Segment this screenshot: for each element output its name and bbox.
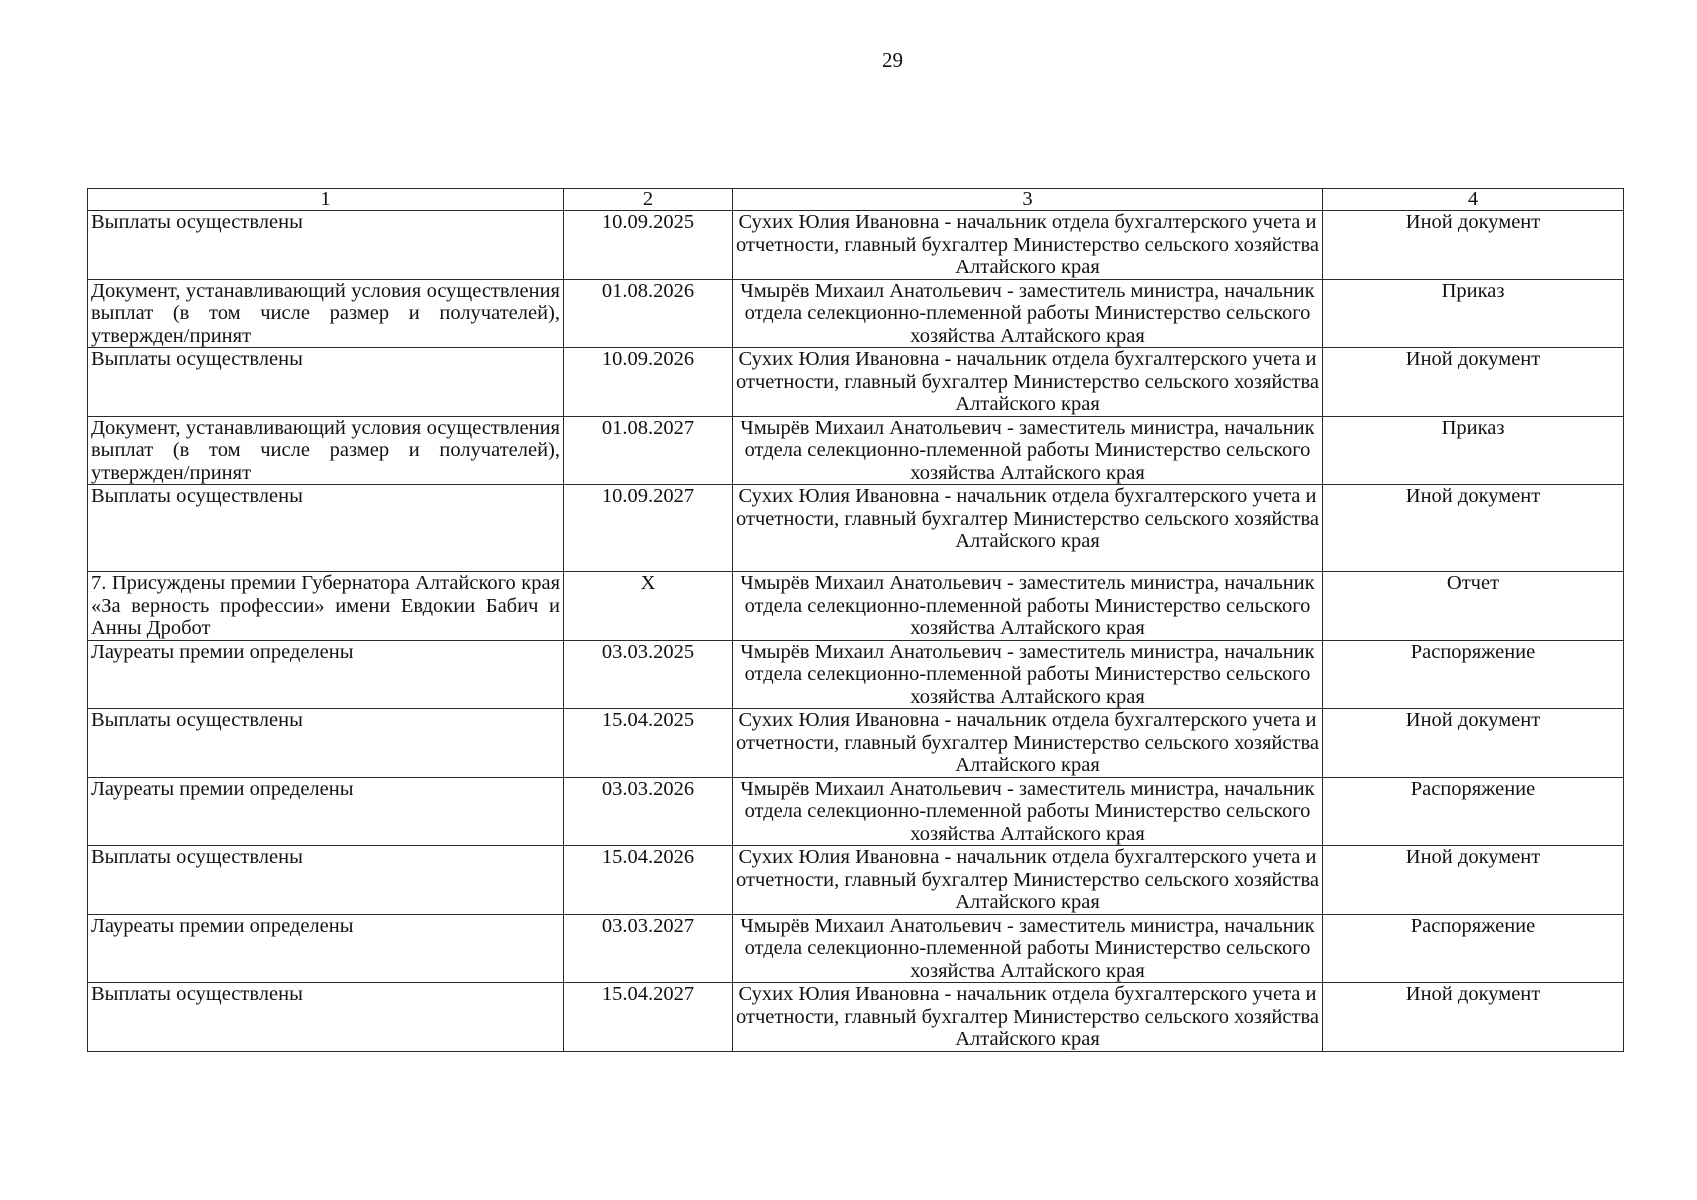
document-type-cell: Распоряжение xyxy=(1323,914,1624,983)
responsible-cell: Чмырёв Михаил Анатольевич - заместитель министра, начальник отдела селекционно-племенной работы Министерство сельского хозяйства Алтайского края xyxy=(733,279,1323,348)
document-type-cell: Распоряжение xyxy=(1323,640,1624,709)
table-row xyxy=(88,640,1624,709)
document-type-cell: Распоряжение xyxy=(1323,777,1624,846)
table-row-section xyxy=(88,572,1624,641)
document-type-cell: Отчет xyxy=(1323,572,1624,641)
date-cell: 10.09.2027 xyxy=(564,485,733,572)
event-cell: Лауреаты премии определены xyxy=(88,640,564,709)
event-cell: Выплаты осуществлены xyxy=(88,348,564,417)
responsible-cell: Сухих Юлия Ивановна - начальник отдела бухгалтерского учета и отчетности, главный бухгалтер Министерство сельского хозяйства Алтайского края xyxy=(733,211,1323,280)
document-type-cell: Иной документ xyxy=(1323,485,1624,572)
document-type-cell: Иной документ xyxy=(1323,846,1624,915)
date-cell: 01.08.2026 xyxy=(564,279,733,348)
table-row xyxy=(88,846,1624,915)
responsible-cell: Сухих Юлия Ивановна - начальник отдела бухгалтерского учета и отчетности, главный бухгалтер Министерство сельского хозяйства Алтайского края xyxy=(733,709,1323,778)
responsible-cell: Чмырёв Михаил Анатольевич - заместитель министра, начальник отдела селекционно-племенной работы Министерство сельского хозяйства Алтайского края xyxy=(733,640,1323,709)
control-points-table xyxy=(87,188,1624,1052)
date-cell: 01.08.2027 xyxy=(564,416,733,485)
event-cell: 7. Присуждены премии Губернатора Алтайского края «За верность профессии» имени Евдокии Бабич и Анны Дробот xyxy=(88,572,564,641)
date-cell: 15.04.2026 xyxy=(564,846,733,915)
responsible-cell: Сухих Юлия Ивановна - начальник отдела бухгалтерского учета и отчетности, главный бухгалтер Министерство сельского хозяйства Алтайского края xyxy=(733,348,1323,417)
event-cell: Лауреаты премии определены xyxy=(88,914,564,983)
date-cell: 03.03.2026 xyxy=(564,777,733,846)
event-cell: Документ, устанавливающий условия осуществления выплат (в том числе размер и получателей), утвержден/принят xyxy=(88,416,564,485)
event-cell: Выплаты осуществлены xyxy=(88,709,564,778)
date-cell: 15.04.2025 xyxy=(564,709,733,778)
table-row xyxy=(88,485,1624,572)
document-type-cell: Приказ xyxy=(1323,416,1624,485)
date-cell: 10.09.2026 xyxy=(564,348,733,417)
responsible-cell: Чмырёв Михаил Анатольевич - заместитель министра, начальник отдела селекционно-племенной работы Министерство сельского хозяйства Алтайского края xyxy=(733,572,1323,641)
responsible-cell: Чмырёв Михаил Анатольевич - заместитель министра, начальник отдела селекционно-племенной работы Министерство сельского хозяйства Алтайского края xyxy=(733,416,1323,485)
event-cell: Документ, устанавливающий условия осуществления выплат (в том числе размер и получателей), утвержден/принят xyxy=(88,279,564,348)
event-cell: Выплаты осуществлены xyxy=(88,983,564,1052)
date-cell: 15.04.2027 xyxy=(564,983,733,1052)
date-cell: 03.03.2025 xyxy=(564,640,733,709)
table-row xyxy=(88,279,1624,348)
table-row xyxy=(88,416,1624,485)
document-type-cell: Приказ xyxy=(1323,279,1624,348)
event-cell: Лауреаты премии определены xyxy=(88,777,564,846)
date-cell: X xyxy=(564,572,733,641)
column-header: 4 xyxy=(1323,189,1624,211)
date-cell: 10.09.2025 xyxy=(564,211,733,280)
column-header: 2 xyxy=(564,189,733,211)
responsible-cell: Чмырёв Михаил Анатольевич - заместитель министра, начальник отдела селекционно-племенной работы Министерство сельского хозяйства Алтайского края xyxy=(733,777,1323,846)
table-row xyxy=(88,709,1624,778)
responsible-cell: Сухих Юлия Ивановна - начальник отдела бухгалтерского учета и отчетности, главный бухгалтер Министерство сельского хозяйства Алтайского края xyxy=(733,983,1323,1052)
event-cell: Выплаты осуществлены xyxy=(88,846,564,915)
document-type-cell: Иной документ xyxy=(1323,709,1624,778)
date-cell: 03.03.2027 xyxy=(564,914,733,983)
event-cell: Выплаты осуществлены xyxy=(88,485,564,572)
column-header: 3 xyxy=(733,189,1323,211)
document-type-cell: Иной документ xyxy=(1323,211,1624,280)
table-row xyxy=(88,777,1624,846)
document-type-cell: Иной документ xyxy=(1323,348,1624,417)
page-number: 29 xyxy=(882,48,903,72)
table-row xyxy=(88,914,1624,983)
column-header: 1 xyxy=(88,189,564,211)
document-type-cell: Иной документ xyxy=(1323,983,1624,1052)
table-row xyxy=(88,211,1624,280)
table-header-row xyxy=(88,189,1624,211)
responsible-cell: Сухих Юлия Ивановна - начальник отдела бухгалтерского учета и отчетности, главный бухгалтер Министерство сельского хозяйства Алтайского края xyxy=(733,485,1323,572)
table-row xyxy=(88,348,1624,417)
table-row xyxy=(88,983,1624,1052)
responsible-cell: Чмырёв Михаил Анатольевич - заместитель министра, начальник отдела селекционно-племенной работы Министерство сельского хозяйства Алтайского края xyxy=(733,914,1323,983)
event-cell: Выплаты осуществлены xyxy=(88,211,564,280)
responsible-cell: Сухих Юлия Ивановна - начальник отдела бухгалтерского учета и отчетности, главный бухгалтер Министерство сельского хозяйства Алтайского края xyxy=(733,846,1323,915)
